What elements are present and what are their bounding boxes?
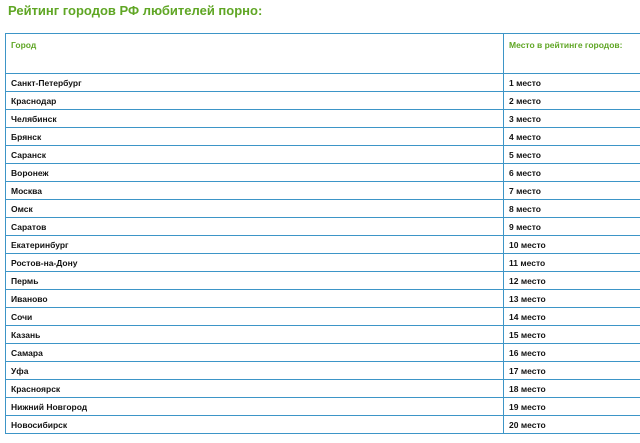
city-cell: Сочи (6, 308, 504, 326)
city-cell: Москва (6, 182, 504, 200)
page-title: Рейтинг городов РФ любителей порно: (8, 3, 263, 18)
table-row (6, 362, 640, 380)
table-row (6, 200, 640, 218)
place-cell: 15 место (504, 326, 640, 344)
place-cell: 18 место (504, 380, 640, 398)
city-cell: Санкт-Петербург (6, 74, 504, 92)
place-cell: 11 место (504, 254, 640, 272)
city-cell: Новосибирск (6, 416, 504, 434)
city-cell: Саратов (6, 218, 504, 236)
place-cell: 3 место (504, 110, 640, 128)
table-row (6, 344, 640, 362)
table-row (6, 290, 640, 308)
city-cell: Екатеринбург (6, 236, 504, 254)
table-row (6, 326, 640, 344)
city-cell: Казань (6, 326, 504, 344)
place-cell: 1 место (504, 74, 640, 92)
table-row (6, 254, 640, 272)
table-row (6, 416, 640, 434)
place-cell: 7 место (504, 182, 640, 200)
table-row (6, 272, 640, 290)
table-row (6, 398, 640, 416)
table-row (6, 164, 640, 182)
place-cell: 20 место (504, 416, 640, 434)
city-cell: Брянск (6, 128, 504, 146)
city-cell: Омск (6, 200, 504, 218)
place-cell: 14 место (504, 308, 640, 326)
table-row (6, 128, 640, 146)
table-header-row (6, 34, 640, 74)
table-row (6, 308, 640, 326)
table-row (6, 182, 640, 200)
city-cell: Красноярск (6, 380, 504, 398)
city-cell: Иваново (6, 290, 504, 308)
city-cell: Челябинск (6, 110, 504, 128)
city-cell: Самара (6, 344, 504, 362)
place-cell: 13 место (504, 290, 640, 308)
place-cell: 19 место (504, 398, 640, 416)
city-cell: Ростов-на-Дону (6, 254, 504, 272)
city-cell: Краснодар (6, 92, 504, 110)
table-row (6, 380, 640, 398)
rating-table (5, 33, 640, 434)
place-cell: 5 место (504, 146, 640, 164)
column-header-city: Город (6, 34, 504, 74)
table-row (6, 146, 640, 164)
table-row (6, 236, 640, 254)
place-cell: 4 место (504, 128, 640, 146)
place-cell: 6 место (504, 164, 640, 182)
city-cell: Саранск (6, 146, 504, 164)
place-cell: 9 место (504, 218, 640, 236)
table-body (6, 74, 640, 434)
city-cell: Уфа (6, 362, 504, 380)
column-header-place: Место в рейтинге городов: (504, 34, 640, 74)
city-cell: Воронеж (6, 164, 504, 182)
place-cell: 2 место (504, 92, 640, 110)
city-cell: Пермь (6, 272, 504, 290)
place-cell: 17 место (504, 362, 640, 380)
place-cell: 10 место (504, 236, 640, 254)
city-cell: Нижний Новгород (6, 398, 504, 416)
table-row (6, 74, 640, 92)
table-row (6, 92, 640, 110)
table-row (6, 110, 640, 128)
place-cell: 8 место (504, 200, 640, 218)
table-row (6, 218, 640, 236)
place-cell: 12 место (504, 272, 640, 290)
place-cell: 16 место (504, 344, 640, 362)
